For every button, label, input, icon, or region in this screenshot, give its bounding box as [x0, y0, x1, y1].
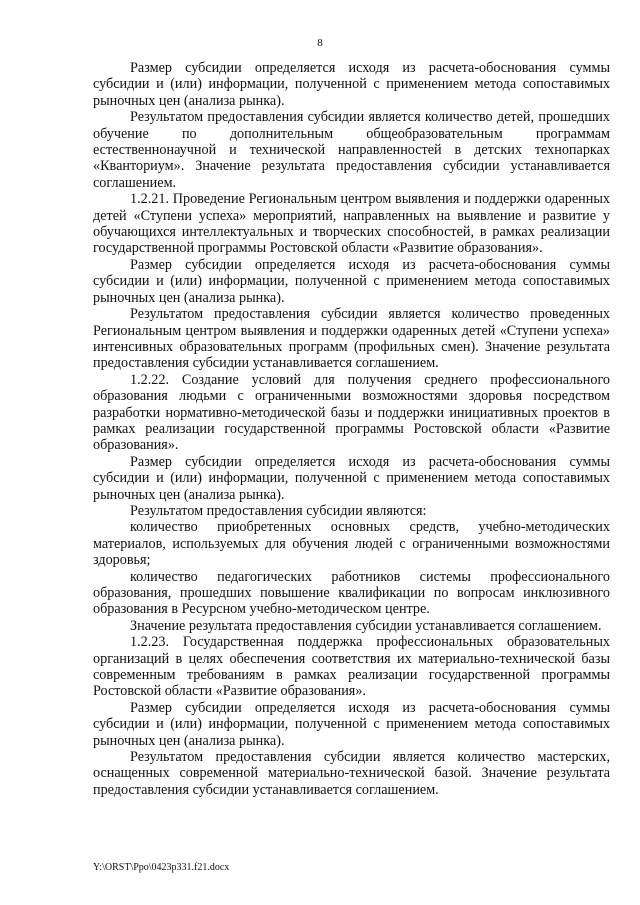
list-item: количество приобретенных основных средств, учебно-методических материалов, используемых для обучения людей с ограниченными возможностями здоровья; — [93, 519, 610, 569]
paragraph: Размер субсидии определяется исходя из расчета-обоснования суммы субсидии и (или) информации, полученной с применением метода сопоставимых рыночных цен (анализа рынка). — [93, 256, 610, 306]
section-1-2-22-heading: 1.2.22. Создание условий для получения среднего профессионального образования людьми с ограниченными возможностями здоровья посредством разработки нормативно-методической базы и поддержки инициативных проектов в рамках реализации государственной программы Ростовской области «Развитие образования». — [93, 371, 610, 454]
document-body — [93, 60, 610, 798]
paragraph: Значение результата предоставления субсидии устанавливается соглашением. — [130, 617, 602, 634]
section-1-2-23-heading: 1.2.23. Государственная поддержка профессиональных образовательных организаций в целях обеспечения соответствия их материально-технической базы современным требованиям в рамках реализации государственной программы Ростовской области «Развитие образования». — [93, 634, 610, 700]
footer-file-path: Y:\ORST\Ppo\0423p331.f21.docx — [93, 862, 230, 873]
paragraph: Размер субсидии определяется исходя из расчета-обоснования суммы субсидии и (или) информации, полученной с применением метода сопоставимых рыночных цен (анализа рынка). — [93, 60, 610, 109]
section-1-2-21-heading: 1.2.21. Проведение Региональным центром выявления и поддержки одаренных детей «Ступени успеха» мероприятий, направленных на выявление и развитие у обучающихся интеллектуальных и творческих способностей, в рамках реализации государственной программы Ростовской области «Развитие образования». — [93, 191, 610, 257]
page-number: 8 — [317, 37, 323, 49]
paragraph: Результатом предоставления субсидии являются: — [130, 502, 427, 519]
paragraph: Результатом предоставления субсидии является количество мастерских, оснащенных современной материально-технической базой. Значение результата предоставления субсидии устанавливается соглашением. — [93, 749, 610, 798]
paragraph: Результатом предоставления субсидии является количество проведенных Региональным центром выявления и поддержки одаренных детей «Ступени успеха» интенсивных образовательных программ (профильных смен). Значение результата предоставления субсидии устанавливается соглашением. — [93, 306, 610, 372]
paragraph: Результатом предоставления субсидии является количество детей, прошедших обучение по дополнительным общеобразовательным программам естественнонаучной и технической направленностей в детских технопарках «Кванториум». Значение результата предоставления субсидии устанавливается соглашением. — [93, 109, 610, 191]
paragraph: Размер субсидии определяется исходя из расчета-обоснования суммы субсидии и (или) информации, полученной с применением метода сопоставимых рыночных цен (анализа рынка). — [93, 699, 610, 749]
list-item: количество педагогических работников системы профессионального образования, прошедших повышение квалификации по вопросам инклюзивного образования в Ресурсном учебно-методическом центре. — [93, 568, 610, 618]
paragraph: Размер субсидии определяется исходя из расчета-обоснования суммы субсидии и (или) информации, полученной с применением метода сопоставимых рыночных цен (анализа рынка). — [93, 453, 610, 503]
